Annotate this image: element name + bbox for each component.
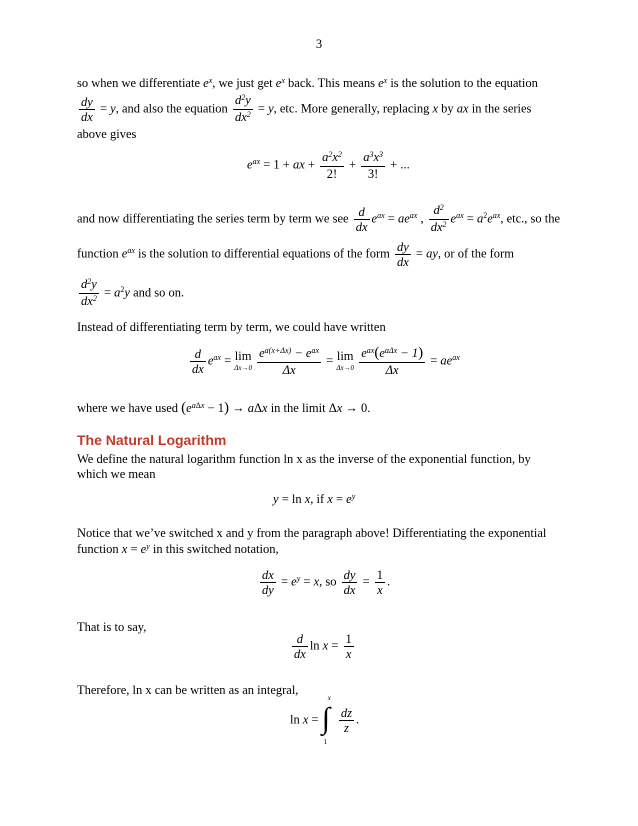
page-number: 3 [315,37,323,51]
para3: Instead of differentiating term by term, we could have written [77,320,386,334]
derivative-equation: $\frac{dx}{dy}$ = $e^y = x$, so $\frac{dy}{dx}$ = $\frac{1}{x}$ . [262,568,391,597]
limit-equation: $\frac{d}{dx}$ $e^{ax}$ = lim Δx→0 $\frac{e^{a(x+\Delta x)} - e^{ax}}{\Delta x}$ = lim Δx→0 $\frac{e^{ax}(e^{a\Delta x} - 1)}{\Delta x}$ = $ae^{ax}$ [192,345,460,377]
ln-derivative-equation: $\frac{d}{dx}$ ln x = $\frac{1}{x}$ [294,632,352,661]
para1-line3: above gives [77,127,137,141]
integral-sign: ∫ x 1 [321,694,331,746]
d2y-dx2-fraction: $\frac{d^2y}{dx^2}$ [234,93,251,124]
para7: That is to say, [77,620,147,634]
para6-line2: function $x = e^y$ in this switched notation, [77,542,279,556]
para2-line3: $\frac{d^2y}{dx^2}$ = $a^2y$ and so on. [81,277,185,308]
para1-line1: so when we differentiate $e^x$, we just get $e^x$ back. This means $e^x$ is the solution to the equation [77,76,538,90]
para5-line1: We define the natural logarithm function ln x as the inverse of the exponential function, by [77,452,531,466]
para2-line1: and now differentiating the series term by term we see $\frac{d}{dx}$ $e^{ax} = ae^{ax}$ , $\frac{d^2}{dx^2}$ $e^{ax} = a^2e^{ax}$, etc., so the [77,203,561,234]
section-heading: The Natural Logarithm [77,432,227,448]
ln-definition-equation: y = ln x, if $x = e^y$ [273,492,356,506]
dy-dx-fraction: $\frac{dy}{dx}$ [81,95,93,124]
ln-integral-equation: ln x = ∫ x 1 $\frac{dz}{z}$ . [290,694,360,746]
para2-line2: function $e^{ax}$ is the solution to differential equations of the form $\frac{dy}{dx}$ = ay, or of the form [77,240,514,269]
para6-line1: Notice that we’ve switched x and y from the paragraph above! Differentiating the exponential [77,526,547,540]
para5-line2: which we mean [77,467,156,481]
para4: where we have used $(e^{a\Delta x} - 1) \to a\Delta x$ in the limit Δx → 0. [77,400,371,416]
para1-line2: $\frac{dy}{dx}$ = y, and also the equation $\frac{d^2y}{dx^2}$ = y, etc. More generally, replacing x by ax in the series [81,93,532,124]
para8: Therefore, ln x can be written as an integral, [77,683,299,697]
series-equation: $e^{ax} = 1$ + ax + $\frac{a^2x^2}{2!}$ + $\frac{a^3x^3}{3!}$ + ... [247,150,410,181]
